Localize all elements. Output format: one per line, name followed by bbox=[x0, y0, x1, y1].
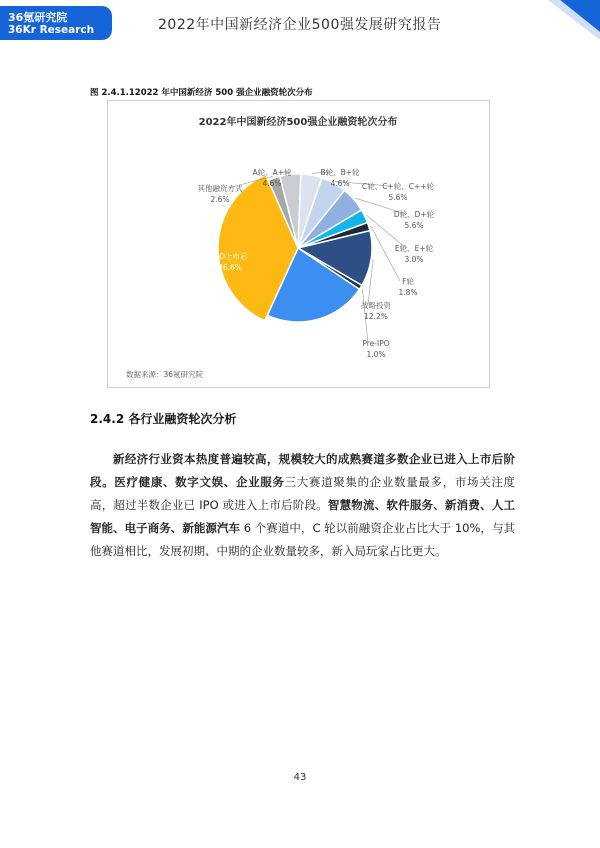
figure-caption: 图 2.4.1.12022 年中国新经济 500 强企业融资轮次分布 bbox=[90, 88, 313, 98]
slice-value-6: 12.2% bbox=[364, 312, 388, 321]
section-heading: 2.4.2 各行业融资轮次分析 bbox=[90, 412, 237, 426]
slice-label-4: E轮、E+轮 bbox=[394, 244, 434, 253]
slice-value-1: 4.6% bbox=[330, 179, 350, 188]
slice-value-0: 4.6% bbox=[262, 179, 282, 188]
para-seg-3: 三大赛道聚集的企业数量最多，市场关注度高，超过半数企业已 IPO 或进入上市后阶段。 bbox=[90, 475, 516, 512]
body-paragraph bbox=[90, 448, 515, 563]
slice-label-5: F轮 bbox=[402, 277, 414, 286]
slice-value-7: 1.0% bbox=[366, 350, 386, 359]
chart-source: 数据来源：36氪研究院 bbox=[126, 370, 204, 379]
slice-label-1: B轮、B+轮 bbox=[320, 168, 360, 177]
report-title: 2022年中国新经济企业500强发展研究报告 bbox=[158, 17, 442, 33]
para-seg-5: 6 个赛道中，C 轮以前融资企业占比大于 10%，与其他赛道相比，发展初期、中期的企业数量较多，新入局玩家占比更大。 bbox=[90, 521, 515, 558]
slice-value-4: 3.0% bbox=[404, 255, 424, 264]
corner-decoration-icon bbox=[540, 0, 600, 40]
pie-chart bbox=[108, 101, 489, 387]
slice-label-9: IPO上市后 bbox=[212, 252, 248, 261]
para-seg-1: 新经济行业资本热度普遍较高，规模较大的成熟赛道多数企业已进入上市后阶段。 bbox=[90, 452, 515, 489]
slice-label-10: 其他融资方式 bbox=[197, 184, 243, 193]
slice-label-7: Pre-IPO bbox=[362, 339, 390, 348]
slice-label-2: C轮、C+轮、C++轮 bbox=[361, 182, 435, 191]
slice-value-5: 1.8% bbox=[398, 288, 418, 297]
slice-value-3: 5.6% bbox=[404, 221, 424, 230]
para-seg-4: 智慧物流、软件服务、新消费、人工智能、电子商务、新能源汽车 bbox=[90, 498, 516, 535]
logo-line-2: 36Kr Research bbox=[8, 24, 95, 36]
para-seg-2: 医疗健康、数字文娱、企业服务 bbox=[114, 475, 285, 489]
logo-line-1: 36氪研究院 bbox=[8, 11, 68, 24]
page-header bbox=[0, 0, 600, 44]
chart-frame bbox=[107, 100, 490, 388]
slice-label-0: A轮、A+轮 bbox=[252, 168, 292, 177]
slice-value-9: 36.6% bbox=[218, 263, 242, 272]
slice-value-10: 2.6% bbox=[210, 195, 230, 204]
slice-value-8: 22.4% bbox=[266, 333, 290, 342]
slice-label-6: 战略投资 bbox=[361, 301, 391, 310]
chart-title: 2022年中国新经济500强企业融资轮次分布 bbox=[198, 117, 398, 128]
slice-label-3: D轮、D+轮 bbox=[393, 210, 435, 219]
brand-logo bbox=[0, 6, 112, 40]
slice-value-2: 5.6% bbox=[388, 193, 408, 202]
leader-line-5 bbox=[371, 226, 400, 281]
slice-label-8: IPO bbox=[271, 322, 285, 331]
page-number: 43 bbox=[293, 772, 307, 783]
